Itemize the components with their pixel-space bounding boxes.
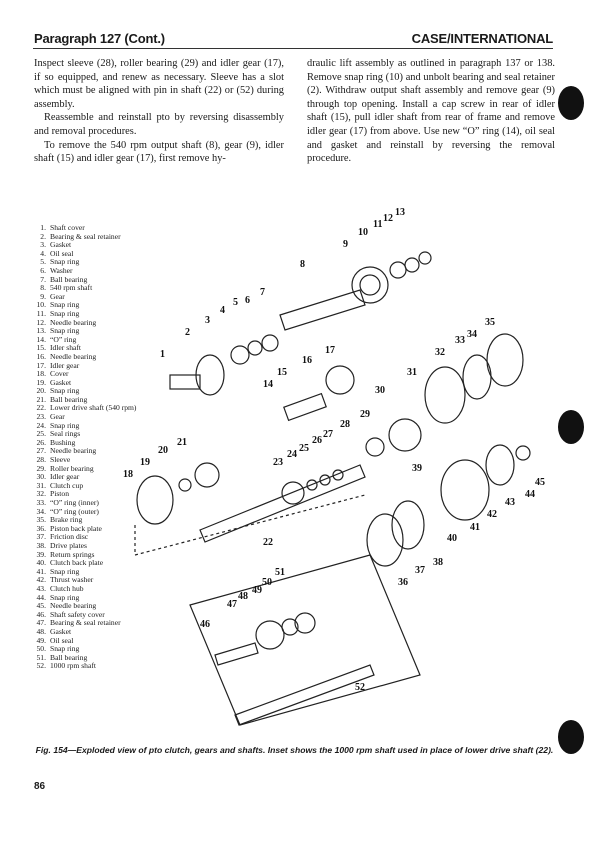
legend-number: 29. bbox=[36, 463, 46, 473]
callout-label: 18 bbox=[123, 469, 133, 480]
callout-label: 42 bbox=[487, 509, 497, 520]
legend-text: Idler shaft bbox=[50, 343, 81, 353]
ring-part bbox=[248, 341, 262, 355]
callout-label: 44 bbox=[525, 489, 535, 500]
legend-number: 12. bbox=[36, 317, 46, 327]
legend-number: 1. bbox=[40, 223, 46, 232]
assembly-guide-line bbox=[135, 495, 365, 555]
legend-text: 540 rpm shaft bbox=[50, 283, 93, 293]
callout-label: 27 bbox=[323, 429, 333, 440]
legend-text: Ball bearing bbox=[50, 394, 88, 404]
legend-number: 2. bbox=[40, 231, 46, 241]
callout-label: 41 bbox=[470, 522, 480, 533]
callout-label: 3 bbox=[205, 315, 210, 326]
callout-label: 28 bbox=[340, 419, 350, 430]
legend-text: Seal rings bbox=[50, 429, 81, 439]
callout-label: 49 bbox=[252, 585, 262, 596]
legend-number: 51. bbox=[36, 652, 46, 662]
legend-text: Needle bearing bbox=[50, 446, 97, 456]
legend-text: Needle bearing bbox=[50, 317, 97, 327]
clutch-hub-part bbox=[486, 445, 514, 485]
callout-label: 2 bbox=[185, 327, 190, 338]
legend-text: Bushing bbox=[50, 437, 76, 447]
callout-label: 7 bbox=[260, 287, 265, 298]
callout-label: 10 bbox=[358, 227, 368, 238]
legend-number: 4. bbox=[40, 248, 46, 258]
callout-label: 13 bbox=[395, 207, 405, 218]
section-heading: Paragraph 127 (Cont.) bbox=[34, 31, 165, 46]
callout-label: 33 bbox=[455, 335, 465, 346]
legend-number: 24. bbox=[36, 420, 46, 430]
legend-number: 34. bbox=[36, 506, 46, 516]
legend-text: Drive plates bbox=[50, 540, 87, 550]
legend-text: Clutch back plate bbox=[50, 558, 104, 568]
legend-text: Friction disc bbox=[50, 532, 89, 542]
drive-plate-part bbox=[367, 514, 403, 566]
legend-number: 20. bbox=[36, 386, 46, 396]
legend-text: Gasket bbox=[50, 626, 72, 636]
callout-label: 40 bbox=[447, 533, 457, 544]
legend-text: Snap ring bbox=[50, 566, 80, 576]
callout-label: 36 bbox=[398, 577, 408, 588]
gear-part bbox=[360, 275, 380, 295]
legend-text: Shaft safety cover bbox=[50, 609, 105, 619]
legend-number: 32. bbox=[36, 489, 46, 499]
callout-label: 9 bbox=[343, 239, 348, 250]
safety-cover-part bbox=[215, 643, 258, 665]
ring-part bbox=[419, 252, 431, 264]
callout-label: 52 bbox=[355, 682, 365, 693]
legend-number: 40. bbox=[36, 558, 46, 568]
legend-text: Needle bearing bbox=[50, 351, 97, 361]
paragraph: To remove the 540 rpm output shaft (8), gear (9), idler shaft (15) and idler gear (17), first remove hy- bbox=[34, 139, 284, 165]
legend-text: Snap ring bbox=[50, 326, 80, 336]
legend-text: Snap ring bbox=[50, 300, 80, 310]
callout-label: 25 bbox=[299, 443, 309, 454]
legend-number: 14. bbox=[36, 334, 46, 344]
callout-label: 8 bbox=[300, 259, 305, 270]
callout-label: 26 bbox=[312, 435, 322, 446]
legend-number: 9. bbox=[40, 291, 46, 301]
legend-number: 5. bbox=[40, 257, 46, 267]
legend-text: Clutch hub bbox=[50, 583, 84, 593]
legend-text: Lower drive shaft (540 rpm) bbox=[50, 403, 137, 413]
manual-title: CASE/INTERNATIONAL bbox=[411, 31, 553, 46]
back-plate-part bbox=[441, 460, 489, 520]
body-column-left bbox=[34, 57, 284, 166]
legend-number: 30. bbox=[36, 472, 46, 482]
callout-label: 19 bbox=[140, 457, 150, 468]
legend-text: Gear bbox=[50, 412, 65, 422]
brake-ring-part bbox=[487, 334, 523, 386]
seal-part bbox=[231, 346, 249, 364]
callout-label: 29 bbox=[360, 409, 370, 420]
bearing-part bbox=[262, 335, 278, 351]
callout-label: 15 bbox=[277, 367, 287, 378]
legend-text: Bearing & seal retainer bbox=[50, 618, 121, 628]
callout-label: 50 bbox=[262, 577, 272, 588]
legend-number: 36. bbox=[36, 523, 46, 533]
legend-text: Snap ring bbox=[50, 386, 80, 396]
legend-text: Oil seal bbox=[50, 635, 74, 645]
legend-number: 10. bbox=[36, 300, 46, 310]
legend-text: Bearing & seal retainer bbox=[50, 231, 121, 241]
idler-shaft-part bbox=[284, 394, 326, 421]
bearing-part bbox=[295, 613, 315, 633]
legend-text: Ball bearing bbox=[50, 274, 88, 284]
callout-label: 31 bbox=[407, 367, 417, 378]
callout-label: 32 bbox=[435, 347, 445, 358]
legend-text: Snap ring bbox=[50, 308, 80, 318]
legend-number: 49. bbox=[36, 635, 46, 645]
legend-text: 1000 rpm shaft bbox=[50, 661, 96, 671]
callout-label: 20 bbox=[158, 445, 168, 456]
legend-number: 52. bbox=[36, 661, 46, 671]
legend-number: 27. bbox=[36, 446, 46, 456]
gear-part bbox=[282, 482, 304, 504]
callout-label: 38 bbox=[433, 557, 443, 568]
legend-number: 45. bbox=[36, 601, 46, 611]
header-rule bbox=[33, 48, 553, 49]
legend-number: 17. bbox=[36, 360, 46, 370]
retainer-part bbox=[256, 621, 284, 649]
legend-number: 35. bbox=[36, 515, 46, 525]
legend-number: 16. bbox=[36, 351, 46, 361]
callout-label: 12 bbox=[383, 213, 393, 224]
legend-text: Piston bbox=[50, 489, 69, 499]
paragraph: draulic lift assembly as outlined in paragraph 137 or 138. Remove snap ring (10) and unbolt bearing and seal retainer (2). Withdraw output shaft assembly and remove gear (9) through top opening. Install a cap screw in rear of idler shaft (15), pull idler shaft from rear of frame and remove idler gear (17) from above. Use new “O” ring (14), oil seal and gasket and reinstall by reversing the removal procedure. bbox=[307, 58, 555, 165]
binder-hole-mark bbox=[558, 86, 584, 120]
idler-gear-part bbox=[326, 366, 354, 394]
legend-text: Return springs bbox=[50, 549, 95, 559]
callout-label: 47 bbox=[227, 599, 237, 610]
legend-text: Snap ring bbox=[50, 257, 80, 267]
callout-label: 39 bbox=[412, 463, 422, 474]
legend-text: Ball bearing bbox=[50, 652, 88, 662]
legend-number: 47. bbox=[36, 618, 46, 628]
legend-text: “O” ring (inner) bbox=[50, 498, 99, 507]
lower-drive-shaft-part bbox=[200, 465, 365, 542]
callout-label: 5 bbox=[233, 297, 238, 308]
ring-part bbox=[390, 262, 406, 278]
ring-part bbox=[179, 479, 191, 491]
sleeve-part bbox=[366, 438, 384, 456]
legend-text: Clutch cup bbox=[50, 480, 84, 490]
callout-label: 21 bbox=[177, 437, 187, 448]
callout-label: 48 bbox=[238, 591, 248, 602]
callout-label: 22 bbox=[263, 537, 273, 548]
legend-number: 7. bbox=[40, 274, 46, 284]
callout-label: 11 bbox=[373, 219, 383, 230]
legend-number: 6. bbox=[40, 265, 46, 275]
callout-label: 30 bbox=[375, 385, 385, 396]
body-column-right bbox=[307, 57, 555, 166]
legend-number: 48. bbox=[36, 626, 46, 636]
legend-text: Snap ring bbox=[50, 420, 80, 430]
figure-caption: Fig. 154—Exploded view of pto clutch, gears and shafts. Inset shows the 1000 rpm shaft used in place of lower drive shaft (22). bbox=[35, 745, 554, 755]
page-number: 86 bbox=[34, 781, 46, 792]
legend-number: 26. bbox=[36, 437, 46, 447]
callout-label: 43 bbox=[505, 497, 515, 508]
legend-text: Gear bbox=[50, 291, 65, 301]
callout-label: 17 bbox=[325, 345, 335, 356]
legend-text: “O” ring bbox=[50, 334, 77, 344]
callout-label: 4 bbox=[220, 305, 225, 316]
legend-text: Idler gear bbox=[50, 472, 80, 482]
gear-part bbox=[352, 267, 388, 303]
legend-text: Oil seal bbox=[50, 248, 74, 258]
legend-number: 18. bbox=[36, 369, 46, 379]
legend-number: 23. bbox=[36, 412, 46, 422]
legend-text: Gasket bbox=[50, 240, 72, 250]
shaft-1000-part bbox=[235, 665, 374, 725]
callout-label: 14 bbox=[263, 379, 273, 390]
legend-number: 46. bbox=[36, 609, 46, 619]
callout-label: 23 bbox=[273, 457, 283, 468]
legend-number: 13. bbox=[36, 326, 46, 336]
ring-part bbox=[516, 446, 530, 460]
legend-number: 33. bbox=[36, 498, 46, 507]
legend-text: Roller bearing bbox=[50, 463, 94, 473]
legend-text: Cover bbox=[50, 369, 69, 379]
callout-label: 37 bbox=[415, 565, 425, 576]
cover-part bbox=[137, 476, 173, 524]
callout-label: 34 bbox=[467, 329, 477, 340]
legend-number: 25. bbox=[36, 429, 46, 439]
legend-number: 41. bbox=[36, 566, 46, 576]
callout-label: 35 bbox=[485, 317, 495, 328]
callout-label: 24 bbox=[287, 449, 297, 460]
legend-number: 11. bbox=[36, 308, 46, 318]
paragraph: Reassemble and reinstall pto by reversing disassembly and removal procedures. bbox=[34, 112, 284, 137]
legend-text: Gasket bbox=[50, 377, 72, 387]
legend-text: “O” ring (outer) bbox=[50, 506, 99, 516]
callout-label: 51 bbox=[275, 567, 285, 578]
clutch-cup-part bbox=[425, 367, 465, 423]
inset-frame bbox=[190, 555, 420, 725]
legend-text: Thrust washer bbox=[50, 575, 94, 585]
legend-number: 15. bbox=[36, 343, 46, 353]
legend-text: Needle bearing bbox=[50, 601, 97, 611]
legend-number: 38. bbox=[36, 540, 46, 550]
legend-number: 44. bbox=[36, 592, 46, 602]
callout-label: 46 bbox=[200, 619, 210, 630]
idler-gear-part bbox=[389, 419, 421, 451]
legend-text: Washer bbox=[50, 265, 73, 275]
legend-text: Snap ring bbox=[50, 592, 80, 602]
callout-label: 45 bbox=[535, 477, 545, 488]
legend-text: Brake ring bbox=[50, 515, 83, 525]
legend-text: Idler gear bbox=[50, 360, 80, 370]
legend-number: 3. bbox=[40, 240, 46, 250]
legend-text: Snap ring bbox=[50, 644, 80, 654]
ring-part bbox=[405, 258, 419, 272]
legend-number: 31. bbox=[36, 480, 46, 490]
legend-text: Sleeve bbox=[50, 455, 71, 465]
legend-number: 43. bbox=[36, 583, 46, 593]
output-shaft-part bbox=[280, 290, 365, 330]
legend-number: 42. bbox=[36, 575, 46, 585]
friction-disc-part bbox=[392, 501, 424, 549]
paragraph: Inspect sleeve (28), roller bearing (29) and idler gear (17), if so equipped, and renew as necessary. Sleeve has a slot which must be aligned with pin in shaft (22) or (52) during assembly. bbox=[34, 58, 284, 110]
legend-number: 37. bbox=[36, 532, 46, 542]
legend-number: 28. bbox=[36, 455, 46, 465]
legend-number: 21. bbox=[36, 394, 46, 404]
legend-text: Shaft cover bbox=[50, 223, 85, 232]
legend-text: Piston back plate bbox=[50, 523, 102, 533]
legend-number: 50. bbox=[36, 644, 46, 654]
callout-label: 16 bbox=[302, 355, 312, 366]
legend-number: 39. bbox=[36, 549, 46, 559]
callout-label: 1 bbox=[160, 349, 165, 360]
exploded-view-diagram bbox=[115, 195, 575, 740]
callout-label: 6 bbox=[245, 295, 250, 306]
bearing-part bbox=[195, 463, 219, 487]
legend-number: 19. bbox=[36, 377, 46, 387]
legend-number: 22. bbox=[36, 403, 46, 413]
legend-number: 8. bbox=[40, 283, 46, 293]
